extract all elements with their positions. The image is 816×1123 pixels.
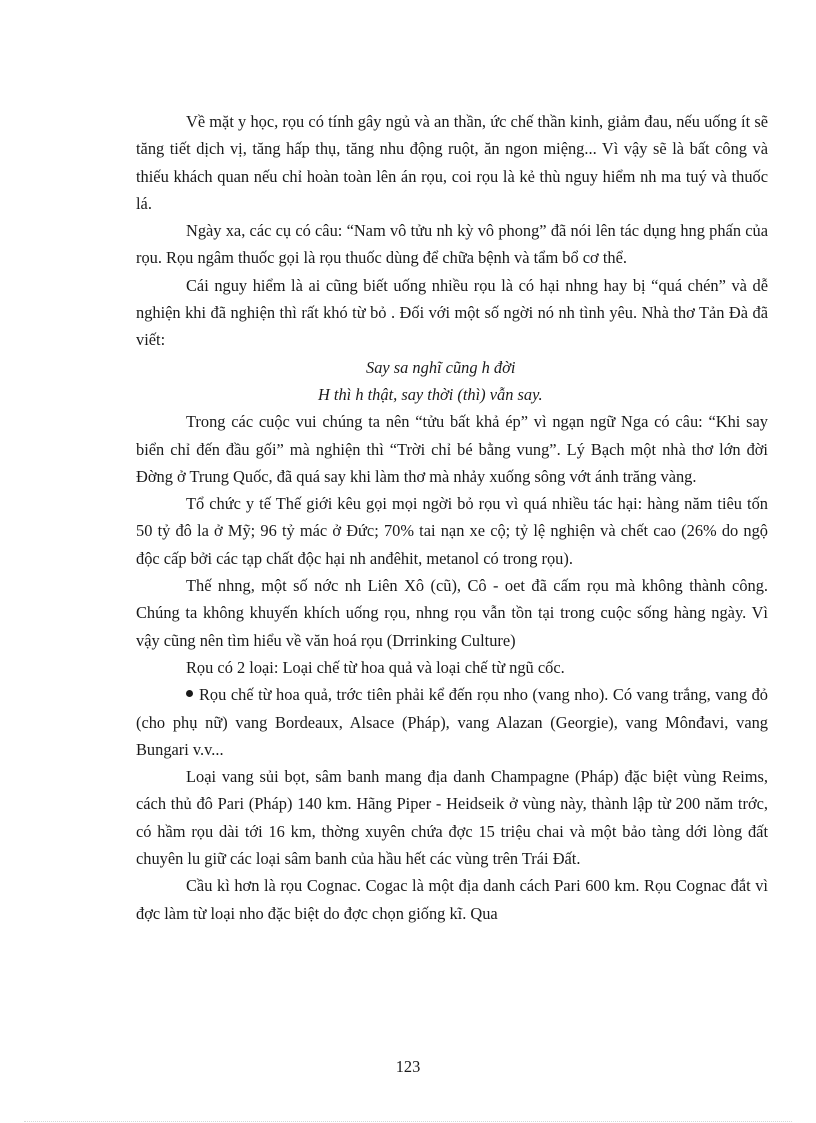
paragraph-2: Ngày xa, các cụ có câu: “Nam vô tửu nh kỳ vô phong” đã nói lên tác dụng hng phấn của rọu. Rọu ngâm thuốc gọi là rọu thuốc dùng để chữa bệnh và tẩm bổ cơ thể. <box>136 221 768 268</box>
paragraph-1: Về mặt y học, rọu có tính gây ngủ và an thần, ức chế thần kinh, giảm đau, nếu uống ít sẽ tăng tiết dịch vị, tăng hấp thụ, tăng nhu động ruột, ăn ngon miệng... Vì vậy sẽ là bất công và thiếu khách quan nếu chỉ hoàn toàn lên án rọu, coi rọu là kẻ thù nguy hiểm nh ma tuý và thuốc lá. <box>136 112 768 213</box>
bullet-paragraph-text: Rọu chế từ hoa quả, trớc tiên phải kể đến rọu nho (vang nho). Có vang trắng, vang đỏ (cho phụ nữ) vang Bordeaux, Alsace (Pháp), vang Alazan (Georgie), vang Mônđavi, vang Bungari v.v... <box>136 685 768 759</box>
paragraph-8: Loại vang sủi bọt, sâm banh mang địa danh Champagne (Pháp) đặc biệt vùng Reims, cách thủ đô Pari (Pháp) 140 km. Hãng Piper - Heidseik ở vùng này, thành lập từ 200 năm trớc, có hầm rọu dài tới 16 km, thờng xuyên chứa đợc 15 triệu chai và một bảo tàng dới lòng đất chuyên lu giữ các loại sâm banh của hầu hết các vùng trên Trái Đất. <box>136 767 768 869</box>
bullet-icon <box>186 690 193 697</box>
page-bottom-divider <box>24 1121 792 1122</box>
bullet-paragraph <box>136 681 768 763</box>
paragraph-9: Cầu kì hơn là rọu Cognac. Cogac là một địa danh cách Pari 600 km. Rọu Cognac đắt vì đợc làm từ loại nho đặc biệt do đợc chọn giống kĩ. Qua <box>136 876 768 923</box>
poem-line-2: H thì h thật, say thời (thì) vẫn say. <box>318 384 543 404</box>
page-body <box>136 108 768 927</box>
paragraph-5: Tổ chức y tế Thế giới kêu gọi mọi ngời bỏ rọu vì quá nhiều tác hại: hàng năm tiêu tốn 50 tỷ đô la ở Mỹ; 96 tỷ mác ở Đức; 70% tai nạn xe cộ; tỷ lệ nghiện và chết cao (26% do ngộ độc cấp bởi các tạp chất độc hại nh anđêhit, metanol có trong rọu). <box>136 494 768 568</box>
paragraph-6: Thế nhng, một số nớc nh Liên Xô (cũ), Cô - oet đã cấm rọu mà không thành công. Chúng ta không khuyến khích uống rọu, nhng rọu vẫn tồn tại trong cuộc sống hàng ngày. Vì vậy cũng nên tìm hiểu về văn hoá rọu (Drrinking Culture) <box>136 576 768 650</box>
poem-line-1: Say sa nghĩ cũng h đời <box>366 357 516 377</box>
page-number: 123 <box>395 1057 421 1076</box>
paragraph-3: Cái nguy hiểm là ai cũng biết uống nhiều rọu là có hại nhng hay bị “quá chén” và dễ nghiện khi đã nghiện thì rất khó từ bỏ . Đối với một số ngời nó nh tình yêu. Nhà thơ Tản Đà đã viết: <box>136 275 768 350</box>
paragraph-7: Rọu có 2 loại: Loại chế từ hoa quả và loại chế từ ngũ cốc. <box>186 657 565 677</box>
paragraph-4: Trong các cuộc vui chúng ta nên “tửu bất khả ép” vì ngạn ngữ Nga có câu: “Khi say biển chỉ đến đầu gối” mà nghiện thì “Trời chỉ bé bằng vung”. Lý Bạch một nhà thơ lớn đời Đờng ở Trung Quốc, đã quá say khi làm thơ mà nhảy xuống sông vớt ánh trăng vàng. <box>136 412 768 486</box>
